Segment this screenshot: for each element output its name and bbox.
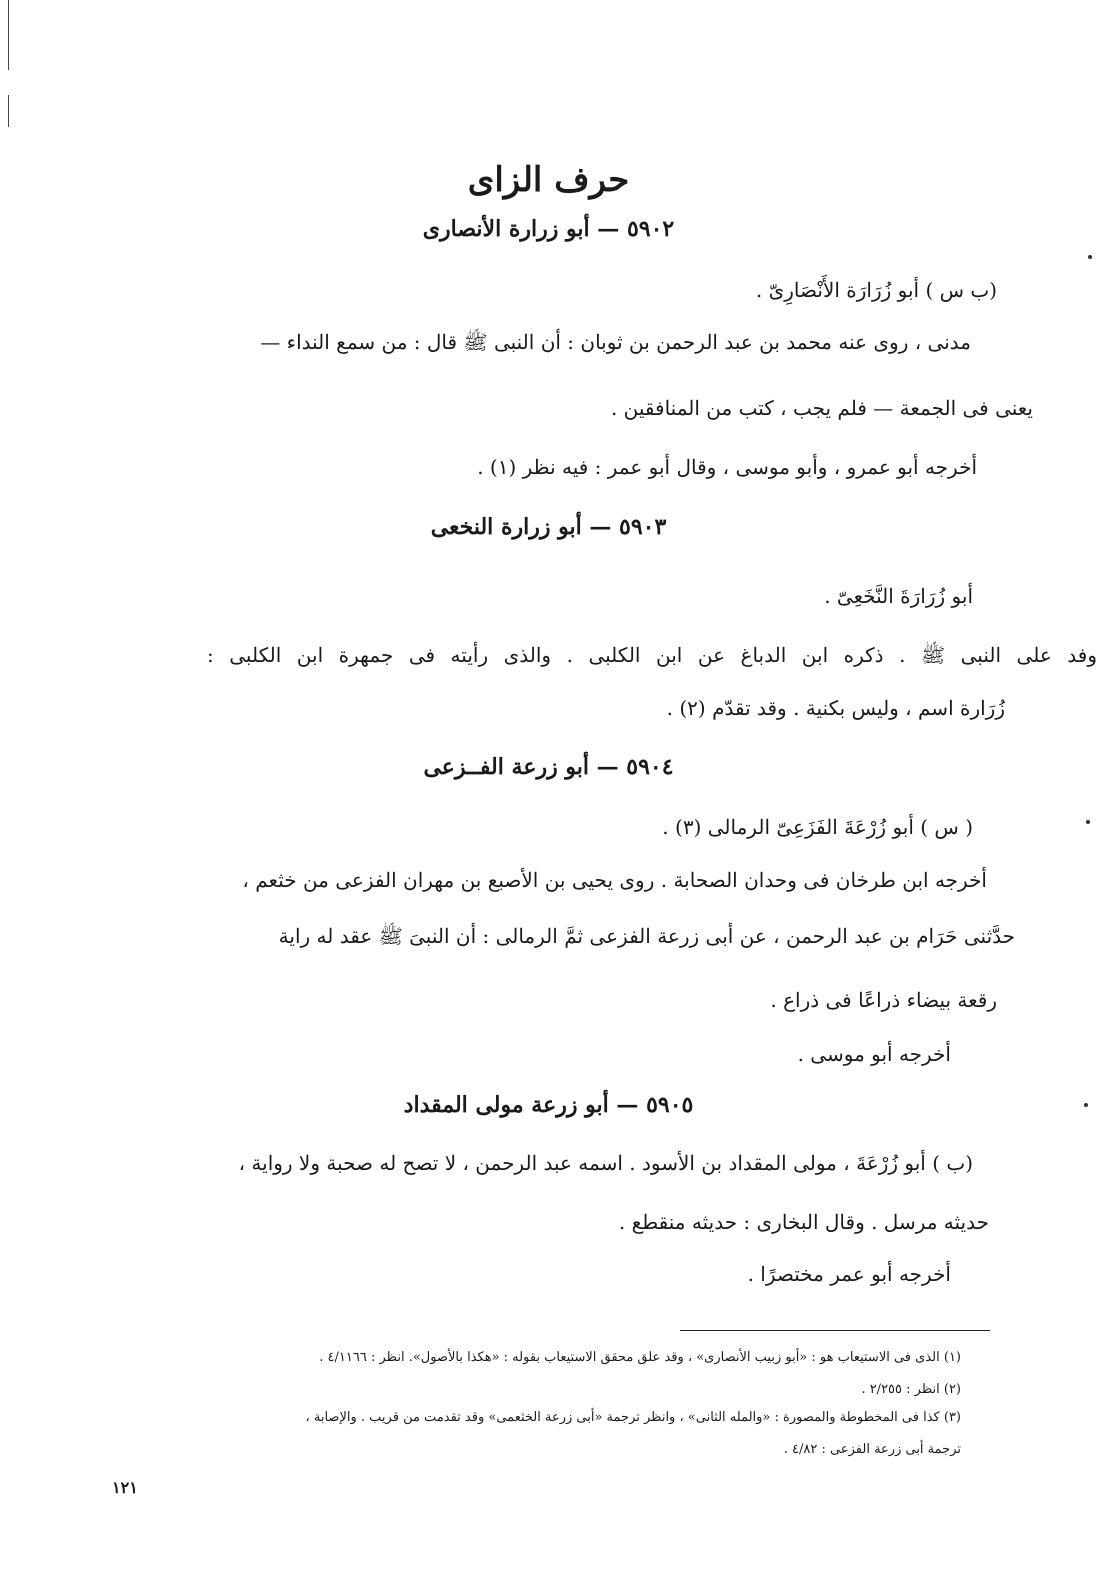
entry-heading: ٥٩٠٣ — أبو زرارة النخعى (430, 514, 667, 540)
footnote: (٣) كذا فى المخطوطة والمصورة : «والمله الثانى» ، وانظر ترجمة «أبى زرعة الخثعمى» وقد تقدمت من قريب . والإصابة ، (305, 1410, 961, 1425)
entry-line: ( س ) أبو زُرْعَةَ الفَزَعِىّ الرمالى (٣) . (662, 815, 973, 839)
footnote: (١) الذى فى الاستيعاب هو : «أبو زبيب الأنصارى» ، وقد علق محقق الاستيعاب بقوله : «هكذا بالأصول». انظر : ٤/١١٦٦ . (319, 1350, 961, 1365)
entry-line: يعنى فى الجمعة — فلم يجب ، كتب من المنافقين . (610, 396, 1033, 420)
scan-dot (1088, 255, 1092, 259)
scan-edge-mark (8, 0, 9, 70)
entry-line: زُرَارة اسم ، وليس بكنية . وقد تقدّم (٢) . (666, 696, 1005, 720)
footnote-separator (680, 1330, 990, 1331)
entry-line: (ب ) أبو زُرْعَةَ ، مولى المقداد بن الأسود . اسمه عبد الرحمن ، لا تصح له صحبة ولا رواية ، (238, 1151, 973, 1175)
entry-line: أخرجه أبو موسى . (797, 1042, 951, 1066)
entry-line: مدنى ، روى عنه محمد بن عبد الرحمن بن ثوبان : أن النبى ﷺ قال : من سمع النداء — (260, 330, 971, 354)
entry-heading: ٥٩٠٤ — أبو زرعة الفــزعى (423, 754, 674, 780)
entry-line: أبو زُرَارَةَ النَّخَعِىّ . (824, 584, 973, 608)
scan-edge-mark (8, 95, 9, 127)
entry-line: (ب س ) أبو زُرَارَة الأَنْصَارِىّ . (755, 278, 997, 302)
entry-heading: ٥٩٠٢ — أبو زرارة الأنصارى (422, 216, 675, 242)
scan-dot (1086, 820, 1090, 824)
entry-line: أخرجه ابن طرخان فى وحدان الصحابة . روى يحيى بن الأصبع بن مهران الفزعى من خثعم ، (242, 868, 987, 892)
footnote: ترجمة أبى زرعة الفزعى : ٤/٨٢ . (783, 1442, 961, 1457)
entry-line: أخرجه أبو عمر مختصرًا . (747, 1262, 951, 1286)
entry-line: أخرجه أبو عمرو ، وأبو موسى ، وقال أبو عمر : فيه نظر (١) . (477, 455, 977, 479)
chapter-title: حرف الزاى (467, 160, 630, 200)
entry-heading: ٥٩٠٥ — أبو زرعة مولى المقداد (403, 1092, 694, 1118)
entry-line: حدَّثنى حَرَام بن عبد الرحمن ، عن أبى زرعة الفزعى ثمَّ الرمالى : أن النبىَ ﷺ عقد له راية (278, 924, 1015, 948)
footnote: (٢) انظر : ٢/٢٥٥ . (861, 1382, 961, 1397)
entry-line: وفد على النبى ﷺ . ذكره ابن الدباغ عن ابن الكلبى . والذى رأيته فى جمهرة ابن الكلبى : (207, 643, 1097, 667)
entry-line: رقعة بيضاء ذراعًا فى ذراع . (770, 988, 997, 1012)
page-number: ١٢١ (112, 1478, 138, 1497)
entry-line: حديثه مرسل . وقال البخارى : حديثه منقطع . (618, 1210, 989, 1234)
